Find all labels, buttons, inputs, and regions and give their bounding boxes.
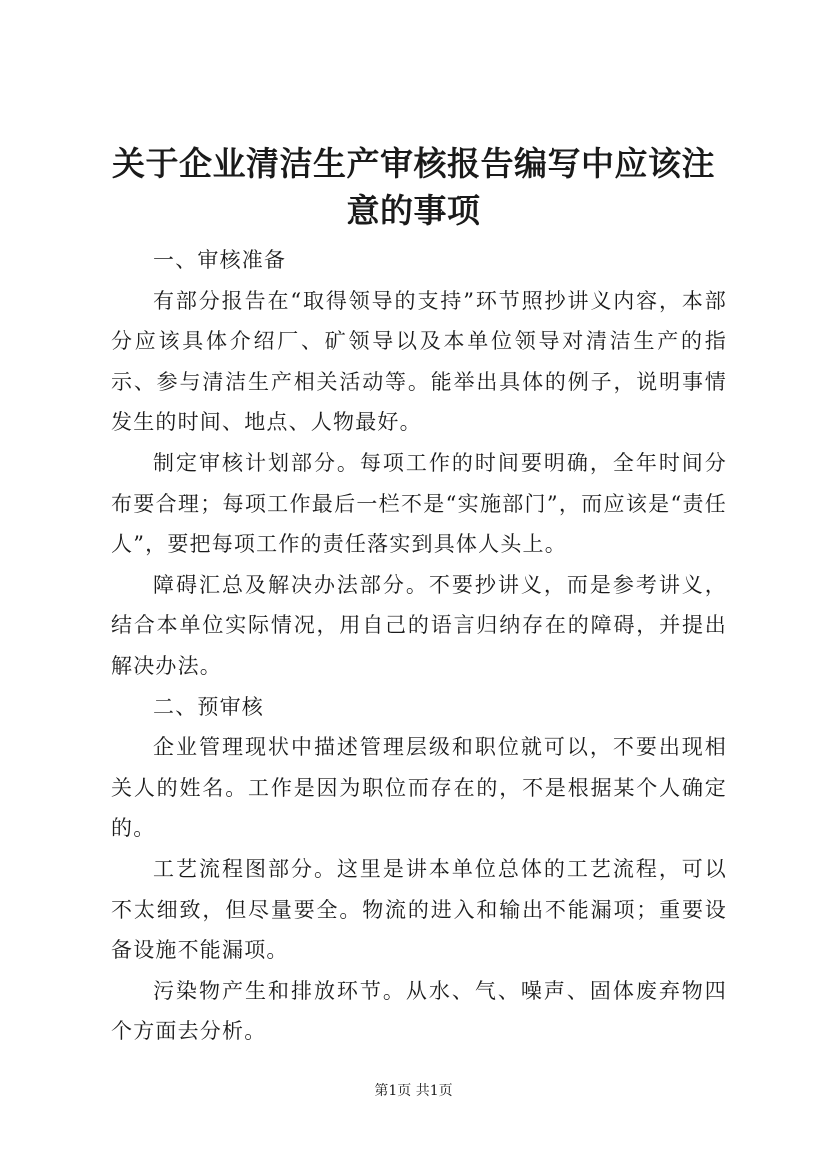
document-title: 关于企业清洁生产审核报告编写中应该注意的事项 xyxy=(112,144,715,230)
paragraph-process-flow: 工艺流程图部分。这里是讲本单位总体的工艺流程，可以不太细致，但尽量要全。物流的进入和输出不能漏项；重要设备设施不能漏项。 xyxy=(111,856,727,963)
paragraph-obstacles: 障碍汇总及解决办法部分。不要抄讲义，而是参考讲义，结合本单位实际情况，用自己的语言归纳存在的障碍，并提出解决办法。 xyxy=(111,572,727,678)
section-heading-pre-audit: 二、预审核 xyxy=(153,694,264,719)
page-footer: 第1页 共1页 xyxy=(374,1083,453,1099)
document-body xyxy=(111,240,727,1052)
paragraph-pollutants: 污染物产生和排放环节。从水、气、噪声、固体废弃物四个方面去分析。 xyxy=(111,978,727,1044)
paragraph-management-status: 企业管理现状中描述管理层级和职位就可以，不要出现相关人的姓名。工作是因为职位而存在的，不是根据某个人确定的。 xyxy=(111,735,727,841)
section-heading-audit-preparation: 一、审核准备 xyxy=(153,248,287,272)
paragraph-audit-plan: 制定审核计划部分。每项工作的时间要明确，全年时间分布要合理；每项工作最后一栏不是“实施部门”，而应该是“责任人”，要把每项工作的责任落实到具体人头上。 xyxy=(111,450,727,557)
paragraph-leadership-support: 有部分报告在“取得领导的支持”环节照抄讲义内容，本部分应该具体介绍厂、矿领导以及本单位领导对清洁生产的指示、参与清洁生产相关活动等。能举出具体的例子，说明事情发生的时间、地点、人物最好。 xyxy=(111,288,727,435)
